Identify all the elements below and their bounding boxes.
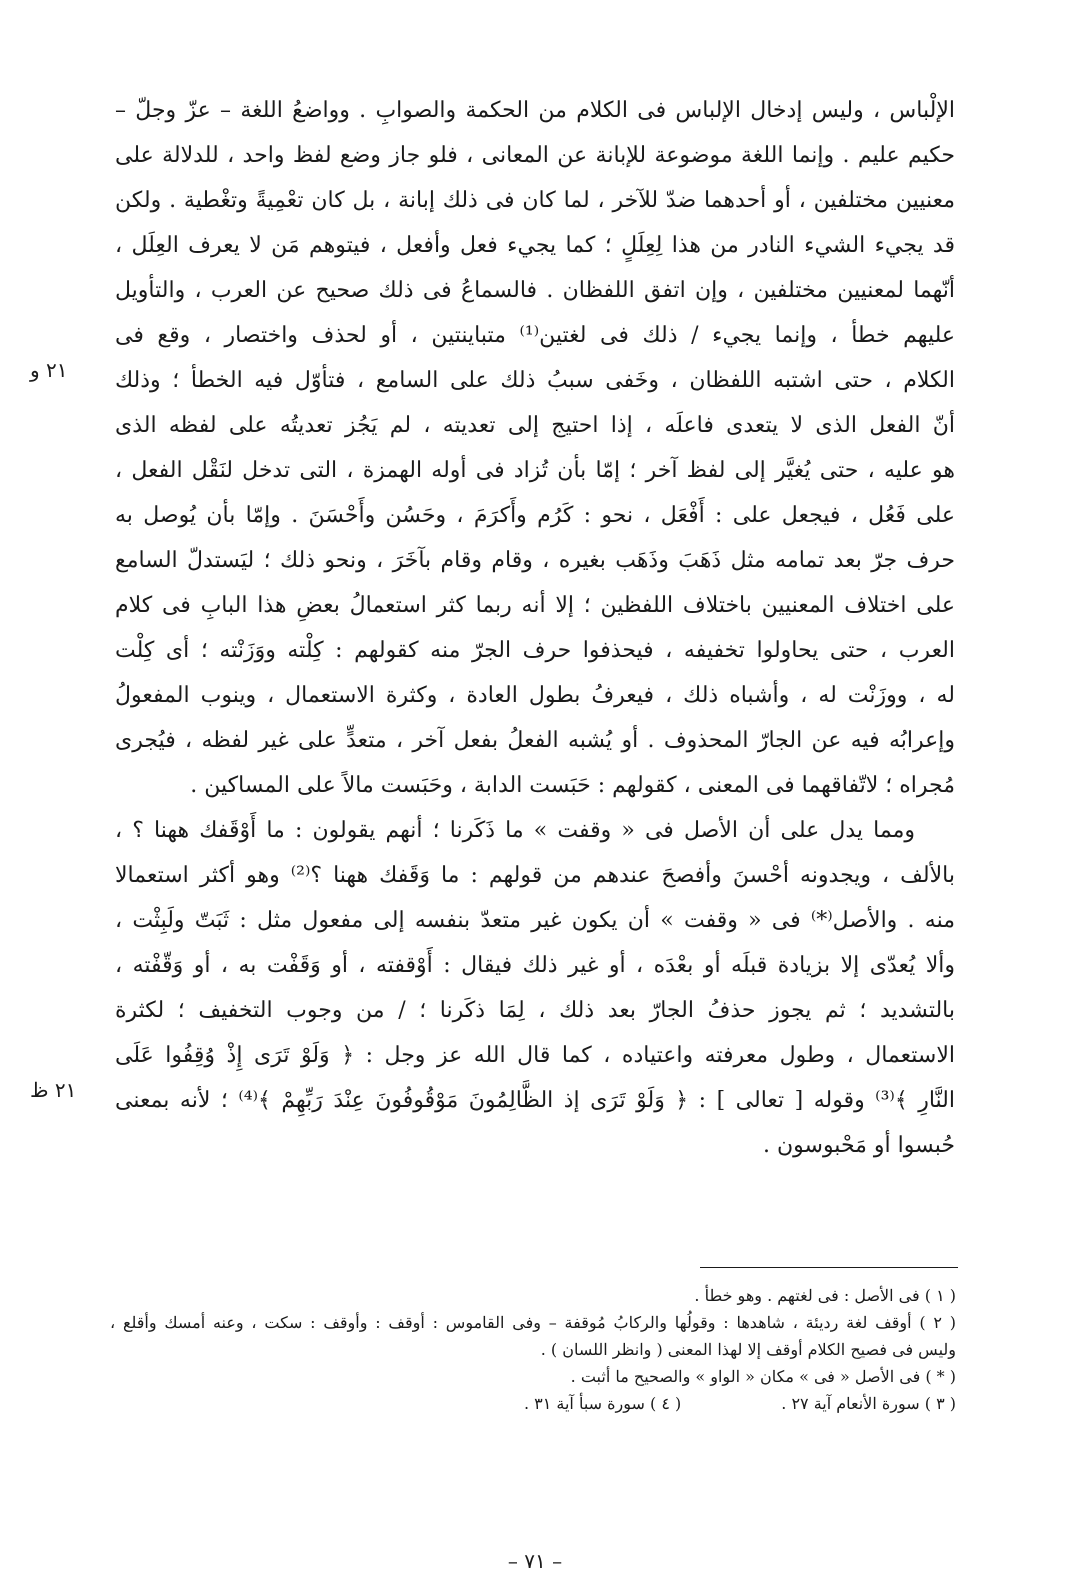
text-line: النَّارِ ﴾⁽³⁾ وقوله [ تعالى ] : ﴿ وَلَوْ تَرَى إذ الظَّالِمُونَ مَوْقُوفُونَ عِنْدَ رَبِّهِمْ ﴾⁽⁴⁾ ؛ لأنه بمعنى: [115, 1088, 955, 1113]
margin-folio-note: ٢١ و: [30, 358, 68, 382]
text-line: ومما يدل على أن الأصل فى « وقفت » ما ذَكَرنا ؛ أنهم يقولون : ما أَوْقَفك ههنا ؟ ،: [115, 818, 915, 843]
text-line: الاستعمال ، وطول معرفته واعتياده ، كما قال الله عز وجل : ﴿ وَلَوْ تَرَى إِذْ وُقِفُوا عَلَى: [115, 1043, 955, 1068]
text-line: على فَعُل ، فيجعل على : أَفْعَل ، نحو : كَرُم وأَكرَمَ ، وحَسُن وأَحْسَنَ . وإمّا بأن يُوصل به: [115, 503, 955, 528]
text-line: الإلْباس ، وليس إدخال الإلباس فى الكلام من الحكمة والصوابِ . وواضعُ اللغة – عزّ وجلّ –: [115, 98, 955, 123]
text-line: مُجراه ؛ لاتّفاقهما فى المعنى ، كقولهم : حَبَست الدابة ، وحَبَست مالاً على المساكين .: [190, 773, 955, 798]
text-line: معنيين مختلفين ، أو أحدهما ضدّ للآخر ، لما كان فى ذلك إبانة ، بل كان تعْمِيةً وتغْطية . ولكن: [115, 188, 955, 213]
footnote: ( ٣ ) سورة الأنعام آية ٢٧ .: [781, 1394, 956, 1413]
text-line: منه . والأصل⁽*⁾ فى « وقفت » أن يكون غير متعدّ بنفسه إلى مفعول مثل : ثَبَتّ ولَبِثْت ،: [115, 908, 955, 933]
text-line: عليهم خطأ ، وإنما يجيء / ذلك فى لغتين⁽¹⁾ متباينتين ، أو لحذف واختصار ، وقع فى: [115, 323, 955, 348]
text-line: أنّ الفعل الذى لا يتعدى فاعلَه ، إذا احتيج إلى تعديته ، لم يَجُز تعديتُه على لفظه الذى: [115, 413, 955, 438]
footnote: ( * ) فى الأصل « فى » مكان « الواو » والصحيح ما أثبت .: [570, 1367, 956, 1386]
footnote: ( ١ ) فى الأصل : فى لغتهم . وهو خطأ .: [694, 1286, 956, 1305]
footnote: ( ٤ ) سورة سبأ آية ٣١ .: [523, 1394, 682, 1413]
text-line: على اختلاف المعنيين باختلاف اللفظين ؛ إلا أنه ربما كثر استعمالُ بعضِ هذا البابِ فى كلام: [115, 593, 955, 618]
margin-folio-note: ٢١ ظ: [30, 1078, 77, 1102]
text-line: بالألف ، ويجدونه أحْسنَ وأفصحَ عندهم من قولهم : ما وَقَفك ههنا ؟⁽²⁾ وهو أكثر استعمالا: [115, 863, 955, 888]
footnote: ( ٢ ) أوقف لغة رديئة ، شاهدها : وقولُها والركابُ مُوقفة – وفى القاموس : أوقف : وأوقف : سكت ، وعنه أمسك وأقلع ،: [110, 1313, 956, 1332]
text-line: وإعرابُه فيه عن الجارّ المحذوف . أو يُشبه الفعلُ بفعل آخر ، متعدٍّ على غير لفظه ، فيُجرى: [115, 728, 955, 753]
text-line: العرب ، حتى يحاولوا تخفيفه ، فيحذفوا حرف الجرّ منه كقولهم : كِلْته ووَزَنْته ؛ أى كِلْت: [115, 638, 955, 663]
text-line: وألا يُعدّى إلا بزيادة قبلَه أو بعْدَه ، أو غير ذلك فيقال : أَوْقفته ، أو وَقَفْت به ، أو وَقّفْته ،: [115, 953, 955, 978]
text-line: له ، ووزَنْت له ، وأشباه ذلك ، فيعرفُ بطول العادة ، وكثرة الاستعمال ، وينوب المفعولُ: [115, 683, 955, 708]
text-line: هو عليه ، حتى يُغيَّر إلى لفظ آخر ؛ إمّا بأن تُزاد فى أوله الهمزة ، التى تدخل لنَقْل الفعل ،: [115, 458, 955, 483]
footnote: وليس فى فصيح الكلام أوقف إلا لهذا المعنى ( وانظر اللسان ) .: [540, 1340, 956, 1359]
text-line: أنّهما لمعنيين مختلفين ، وإن اتفق اللفظان . فالسماعُ فى ذلك صحيح عن العرب ، والتأويل: [115, 278, 955, 303]
footnote-divider: [700, 1267, 958, 1268]
text-line: حكيم عليم . وإنما اللغة موضوعة للإبانة عن المعانى ، فلو جاز وضع لفظ واحد ، للدلالة على: [115, 143, 955, 168]
text-line: بالتشديد ؛ ثم يجوز حذفُ الجارّ بعد ذلك ، لِمَا ذكَرنا ؛ / من وجوب التخفيف ؛ لكثرة: [115, 998, 955, 1023]
footnotes: [110, 1282, 956, 1417]
text-line: حُبسوا أو مَحْبوسون .: [763, 1133, 955, 1158]
page-number: – ٧١ –: [507, 1549, 563, 1573]
text-line: حرف جرّ بعد تمامه مثل ذَهَبَ وذَهَب بغيره ، وقام وقام بآخَرَ ، ونحو ذلك ؛ ليَستدلّ السامع: [115, 548, 955, 573]
text-line: الكلام ، حتى اشتبه اللفظان ، وخَفى سببُ ذلك على السامع ، فتأوّل فيه الخطأ ؛ وذلك: [115, 368, 955, 393]
main-text: [115, 88, 955, 1168]
text-line: قد يجيء الشيء النادر من هذا لِعِلَلٍ ؛ كما يجيء فعل وأفعل ، فيتوهم مَن لا يعرف العِلَل ،: [115, 233, 955, 258]
footnote-row: [110, 1390, 956, 1417]
